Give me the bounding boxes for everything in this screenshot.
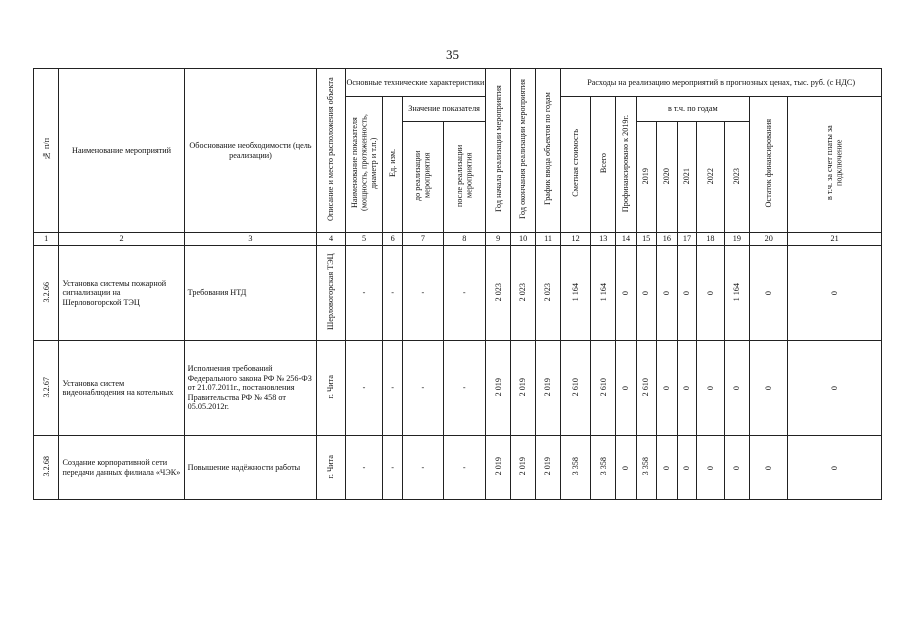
column-numbers-row	[34, 233, 882, 246]
header-year-start: Год начала реализации мероприятия	[485, 69, 510, 233]
row-year-start: 2 023	[485, 246, 510, 341]
row-schedule: 2 019	[535, 341, 560, 436]
row-y2020: 0	[656, 341, 677, 436]
row-location: г. Чита	[317, 341, 346, 436]
colnum: 12	[561, 233, 591, 246]
row-year-start: 2 019	[485, 436, 510, 500]
row-reason: Требования НТД	[184, 246, 317, 341]
row-reason: Исполнения требований Федерального закона РФ № 256-ФЗ от 21.07.2011г., постановления Правительства РФ № 458 от 05.05.2012г.	[184, 341, 317, 436]
header-estimate: Сметная стоимость	[561, 97, 591, 233]
header-reason: Обоснование необходимости (цель реализации)	[184, 69, 317, 233]
row-reason: Повышение надёжности работы	[184, 436, 317, 500]
row-connection-fee: 0	[788, 436, 882, 500]
header-unit: Ед. изм.	[383, 97, 403, 233]
row-y2021: 0	[677, 341, 696, 436]
row-estimate: 3 358	[561, 436, 591, 500]
row-total: 3 358	[590, 436, 615, 500]
table-row	[34, 246, 882, 341]
colnum: 18	[697, 233, 725, 246]
investment-table	[33, 68, 882, 500]
row-num: 3.2.67	[34, 341, 59, 436]
row-remaining: 0	[750, 341, 788, 436]
row-indicator: -	[345, 341, 382, 436]
row-unit: -	[383, 246, 403, 341]
row-name: Установка системы пожарной сигнализации на Шерловогорской ТЭЦ	[59, 246, 184, 341]
row-unit: -	[383, 341, 403, 436]
row-before: -	[403, 436, 443, 500]
header-total: Всего	[590, 97, 615, 233]
row-num: 3.2.68	[34, 436, 59, 500]
header-year-2020: 2020	[656, 122, 677, 233]
header-financed: Профинансировано к 2019г.	[616, 97, 636, 233]
row-schedule: 2 019	[535, 436, 560, 500]
row-year-start: 2 019	[485, 341, 510, 436]
colnum: 21	[788, 233, 882, 246]
colnum: 16	[656, 233, 677, 246]
row-y2023: 0	[724, 341, 749, 436]
row-y2019: 3 358	[636, 436, 656, 500]
row-after: -	[443, 436, 485, 500]
colnum: 14	[616, 233, 636, 246]
colnum: 7	[403, 233, 443, 246]
row-year-end: 2 023	[511, 246, 535, 341]
row-after: -	[443, 341, 485, 436]
row-connection-fee: 0	[788, 341, 882, 436]
colnum: 5	[345, 233, 382, 246]
row-y2020: 0	[656, 436, 677, 500]
row-y2023: 1 164	[724, 246, 749, 341]
row-remaining: 0	[750, 436, 788, 500]
colnum: 6	[383, 233, 403, 246]
colnum: 20	[750, 233, 788, 246]
row-total: 2 610	[590, 341, 615, 436]
row-y2021: 0	[677, 246, 696, 341]
colnum: 10	[511, 233, 535, 246]
table-row	[34, 436, 882, 500]
row-indicator: -	[345, 436, 382, 500]
row-connection-fee: 0	[788, 246, 882, 341]
colnum: 13	[590, 233, 615, 246]
row-before: -	[403, 341, 443, 436]
row-num: 3.2.66	[34, 246, 59, 341]
header-before: до реализации мероприятия	[403, 122, 443, 233]
colnum: 2	[59, 233, 184, 246]
row-name: Установка систем видеонаблюдения на котельных	[59, 341, 184, 436]
row-estimate: 1 164	[561, 246, 591, 341]
colnum: 17	[677, 233, 696, 246]
colnum: 19	[724, 233, 749, 246]
header-costs-group: Расходы на реализацию мероприятий в прогнозных ценах, тыс. руб. (с НДС)	[561, 69, 882, 97]
row-schedule: 2 023	[535, 246, 560, 341]
colnum: 15	[636, 233, 656, 246]
row-name: Создание корпоративной сети передачи данных филиала «ЧЭК»	[59, 436, 184, 500]
row-financed: 0	[616, 246, 636, 341]
header-location: Описание и место расположения объекта	[317, 69, 346, 233]
row-financed: 0	[616, 341, 636, 436]
colnum: 1	[34, 233, 59, 246]
row-location: Шерловогорская ТЭЦ	[317, 246, 346, 341]
row-y2022: 0	[697, 246, 725, 341]
header-num: № п/п	[34, 69, 59, 233]
row-y2022: 0	[697, 341, 725, 436]
header-value-group: Значение показателя	[403, 97, 486, 122]
row-y2019: 2 610	[636, 341, 656, 436]
row-y2021: 0	[677, 436, 696, 500]
row-after: -	[443, 246, 485, 341]
header-year-2019: 2019	[636, 122, 656, 233]
header-remaining: Остаток финансирования	[750, 97, 788, 233]
header-year-2023: 2023	[724, 122, 749, 233]
row-estimate: 2 610	[561, 341, 591, 436]
colnum: 3	[184, 233, 317, 246]
colnum: 9	[485, 233, 510, 246]
header-year-end: Год окончания реализации мероприятия	[511, 69, 535, 233]
row-financed: 0	[616, 436, 636, 500]
header-year-2021: 2021	[677, 122, 696, 233]
row-y2020: 0	[656, 246, 677, 341]
page-number: 35	[446, 47, 459, 62]
header-name: Наименование мероприятий	[59, 69, 184, 233]
row-total: 1 164	[590, 246, 615, 341]
row-y2023: 0	[724, 436, 749, 500]
row-remaining: 0	[750, 246, 788, 341]
header-connection-fee: в т.ч. за счет платы за подключение	[788, 97, 882, 233]
colnum: 8	[443, 233, 485, 246]
header-year-2022: 2022	[697, 122, 725, 233]
row-unit: -	[383, 436, 403, 500]
header-years-group: в т.ч. по годам	[636, 97, 750, 122]
row-before: -	[403, 246, 443, 341]
colnum: 11	[535, 233, 560, 246]
header-schedule: График ввода объектов по годам	[535, 69, 560, 233]
table-row	[34, 341, 882, 436]
row-indicator: -	[345, 246, 382, 341]
row-location: г. Чита	[317, 436, 346, 500]
header-after: после реализации мероприятия	[443, 122, 485, 233]
colnum: 4	[317, 233, 346, 246]
row-year-end: 2 019	[511, 341, 535, 436]
header-indicator-name: Наименование показателя (мощность, протяженность, диаметр и т.п.)	[345, 97, 382, 233]
row-year-end: 2 019	[511, 436, 535, 500]
row-y2019: 0	[636, 246, 656, 341]
row-y2022: 0	[697, 436, 725, 500]
header-tech-group: Основные технические характеристики	[345, 69, 485, 97]
